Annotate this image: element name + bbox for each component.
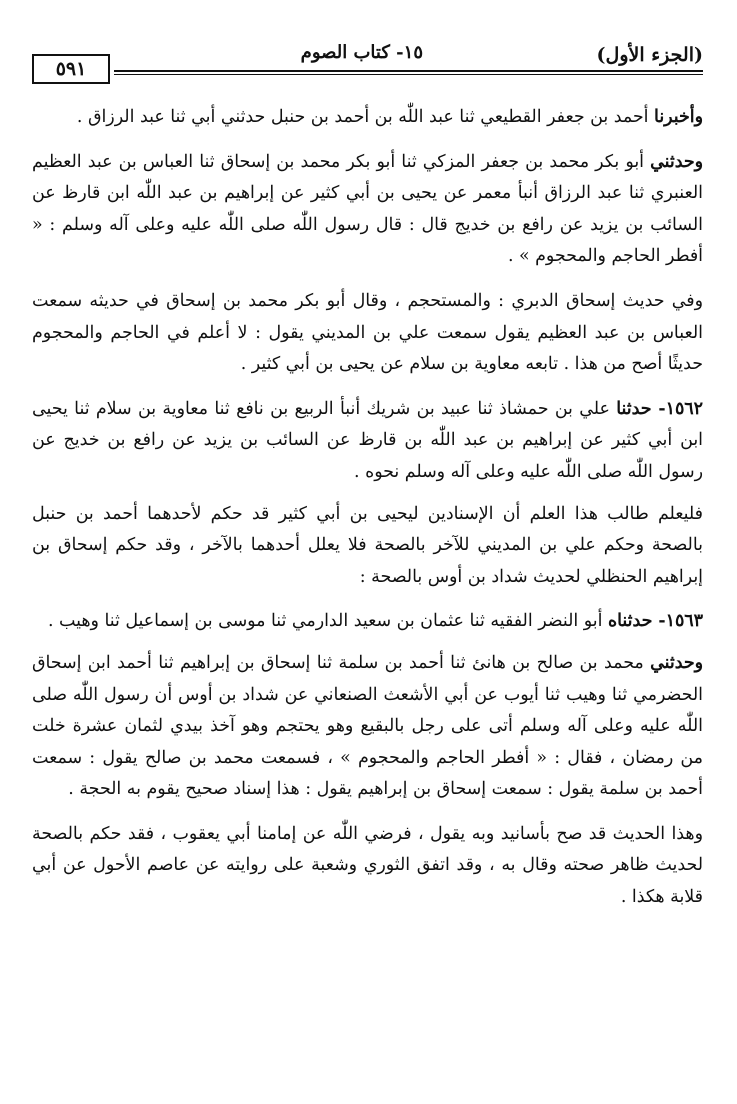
header-rule [114,70,703,72]
paragraph-text: علي بن حمشاذ ثنا عبيد بن شريك أنبأ الربيع بن نافع ثنا معاوية بن سلام ثنا يحيى ابن أبي كثير عن إبراهيم بن عبد اللّٰه بن قارظ عن السائب بن يزيد عن رافع بن خديج عن رسول اللّٰه صلى اللّٰه عليه وعلى آله وسلم نحوه . [32,398,703,482]
page-body [32,102,703,914]
page-number: ٥٩١ [55,58,87,80]
chapter-title: ١٥- كتاب الصوم [300,42,423,63]
paragraph-lead: وأخبرنا [654,107,703,127]
paragraph [32,648,703,806]
paragraph-text: وفي حديث إسحاق الدبري : والمستحجم ، وقال أبو بكر محمد بن إسحاق في حديثه سمعت العباس بن عبد العظيم يقول سمعت علي بن المديني يقول : لا أعلم في الحاجم والمحجوم حديثًا أصح من هذا . تابعه معاوية بن سلام عن يحيى بن أبي كثير . [32,290,703,375]
paragraph [32,102,703,134]
paragraph-text: أحمد بن جعفر القطيعي ثنا عبد اللّٰه بن أحمد بن حنبل حدثني أبي ثنا عبد الرزاق . [76,107,655,127]
paragraph [32,819,703,914]
paragraph-text: أبو النضر الفقيه ثنا عثمان بن سعيد الدارمي ثنا موسى بن إسماعيل ثنا وهيب . [48,611,608,632]
paragraph-text: وهذا الحديث قد صح بأسانيد وبه يقول ، فرضي اللّٰه عن إمامنا أبي يعقوب ، فقد حكم بالصحة لحديث ظاهر صحته وقال به ، وقد اتفق الثوري وشعبة على روايته عن عاصم الأحول عن أبي قلابة هكذا . [32,823,703,908]
paragraph-lead: حدثناه [607,611,659,632]
header-rule-thin [114,74,703,75]
paragraph-lead: حدثنا [616,398,659,419]
paragraph-text: أبو بكر محمد بن جعفر المزكي ثنا أبو بكر محمد بن إسحاق ثنا العباس بن عبد العظيم العنبري ثنا عبد الرزاق أنبأ معمر عن يحيى بن أبي كثير عن إبراهيم بن عبد اللّٰه ابن قارظ عن السائب بن يزيد عن رافع بن خديج قال : قال رسول اللّٰه صلى اللّٰه عليه وعلى آله وسلم : « أفطر الحاجم والمحجوم » . [32,151,703,267]
hadith-entry-1562 [32,394,703,489]
book-page [0,40,737,1104]
paragraph [32,499,703,594]
paragraph [32,286,703,381]
page-header [32,40,703,92]
paragraph-text: محمد بن صالح بن هانئ ثنا أحمد بن سلمة ثنا إسحاق بن إبراهيم ثنا أحمد ابن إسحاق الحضرمي ثنا وهيب ثنا أيوب عن أبي الأشعث الصنعاني عن شداد بن أوس أن رسول اللّٰه صلى اللّٰه عليه وعلى آله وسلم أتى على رجل بالبقيع وهو يحتجم وهو آخذ بيدي لثمان عشرة خلت من رمضان ، فقال : « أفطر الحاجم والمحجوم » ، فسمعت محمد بن صالح يقول : سمعت أحمد بن سلمة يقول : سمعت إسحاق بن إبراهيم يقول : هذا إسناد صحيح يقوم به الحجة . [32,652,703,800]
page-number-box [32,54,110,84]
volume-label: (الجزء الأول) [596,44,703,66]
paragraph-lead: وحدثني [650,151,703,172]
hadith-number: ١٥٦٣- [658,611,703,632]
paragraph [32,147,703,273]
hadith-entry-1563 [32,606,703,638]
paragraph-text: فليعلم طالب هذا العلم أن الإسنادين ليحيى بن أبي كثير قد حكم لأحدهما أحمد بن حنبل بالصحة وحكم علي بن المديني للآخر بالصحة فلا يعلل أحدهما بالآخر ، وقد حكم إسحاق بن إبراهيم الحنظلي لحديث شداد بن أوس بالصحة : [32,503,703,587]
paragraph-lead: وحدثني [650,652,703,673]
hadith-number: ١٥٦٢- [658,398,703,419]
